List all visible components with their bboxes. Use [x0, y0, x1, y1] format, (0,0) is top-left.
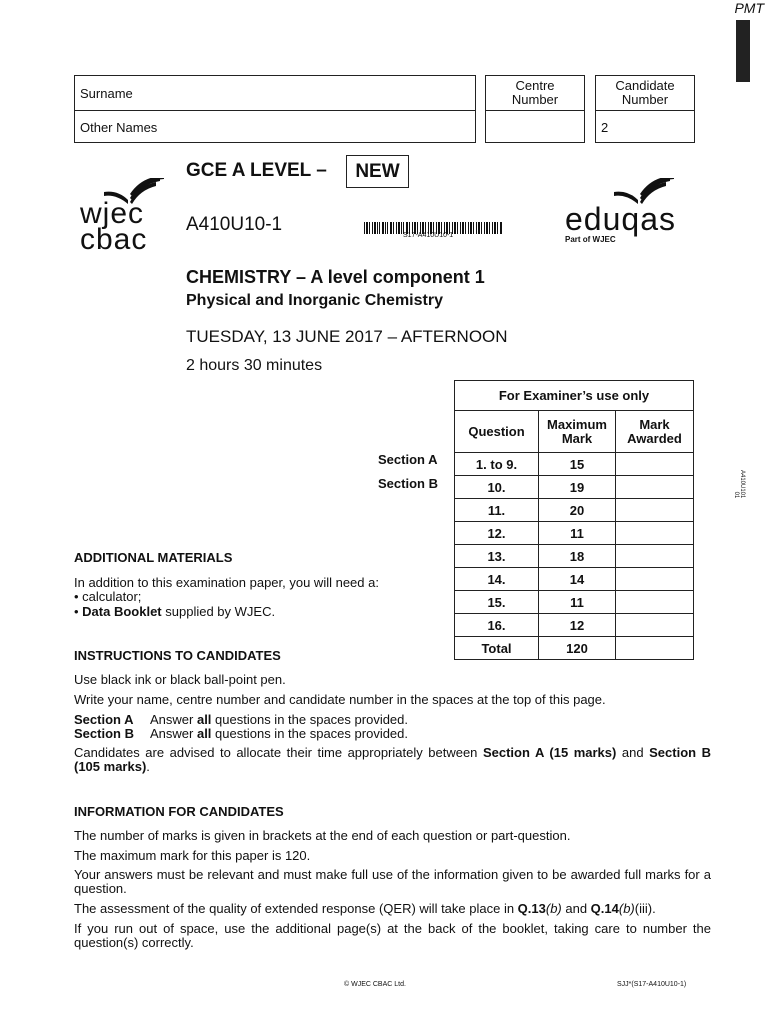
max-mark-cell: 11: [539, 591, 616, 614]
exam-duration: 2 hours 30 minutes: [186, 357, 323, 374]
level-title: GCE A LEVEL –: [186, 160, 327, 181]
centre-number-header: [485, 75, 585, 111]
mark-awarded-cell[interactable]: [616, 476, 694, 499]
question-cell: 14.: [455, 568, 539, 591]
cbac-text: cbac: [80, 223, 148, 256]
max-mark-cell: 18: [539, 545, 616, 568]
information-line: The number of marks is given in brackets at the end of each question or part-question.: [74, 828, 571, 843]
instructions-heading: INSTRUCTIONS TO CANDIDATES: [74, 648, 281, 663]
other-names-field[interactable]: [74, 110, 476, 143]
question-cell: 15.: [455, 591, 539, 614]
section-b-label: Section B: [378, 476, 438, 491]
barcode-text: S17-A410U10-1: [403, 232, 454, 239]
centre-number-label-line2: Number: [511, 92, 559, 107]
subject-title: CHEMISTRY – A level component 1: [186, 267, 485, 287]
question-cell: 12.: [455, 522, 539, 545]
total-max-cell: 120: [539, 637, 616, 660]
max-mark-cell: 14: [539, 568, 616, 591]
footer-ref: SJJ*(S17-A410U10-1): [617, 981, 687, 988]
header-maximum-mark: Maximum Mark: [539, 411, 616, 453]
question-cell: 11.: [455, 499, 539, 522]
time-advice: Candidates are advised to allocate their time appropriately between Section A (15 marks) and Section B (105 marks).: [74, 745, 711, 774]
list-item-bold: Data Booklet: [82, 604, 162, 619]
paper-title: Physical and Inorganic Chemistry: [186, 292, 443, 309]
table-row: [455, 476, 694, 499]
exam-date: TUESDAY, 13 JUNE 2017 – AFTERNOON: [186, 327, 508, 346]
footer-copyright: © WJEC CBAC Ltd.: [344, 981, 406, 988]
examiner-table-title: For Examiner’s use only: [455, 381, 694, 411]
question-cell: 13.: [455, 545, 539, 568]
wjec-cbac-logo: [80, 178, 160, 258]
list-item: • calculator;: [74, 589, 142, 604]
candidate-number-value: 2: [601, 120, 609, 135]
information-line: Your answers must be relevant and must make full use of the information given to be awarded full marks for a question.: [74, 867, 711, 896]
max-mark-cell: 20: [539, 499, 616, 522]
wjec-text: wjec: [80, 197, 145, 230]
side-code-line1: A410U101: [739, 470, 745, 499]
mark-awarded-cell[interactable]: [616, 499, 694, 522]
max-mark-cell: 11: [539, 522, 616, 545]
side-code-line2: 01: [733, 491, 739, 499]
other-names-label: Other Names: [80, 120, 158, 135]
new-badge: [346, 155, 409, 188]
information-heading: INFORMATION FOR CANDIDATES: [74, 804, 284, 819]
eduqas-text: eduqas: [565, 201, 676, 237]
question-cell: 1. to 9.: [455, 453, 539, 476]
list-item-text: calculator;: [82, 589, 142, 604]
candidate-number-header: [595, 75, 695, 111]
eduqas-subtext: Part of WJEC: [565, 235, 616, 244]
additional-materials-heading: ADDITIONAL MATERIALS: [74, 550, 233, 565]
mark-awarded-cell[interactable]: [616, 453, 694, 476]
max-mark-cell: 12: [539, 614, 616, 637]
max-mark-cell: 15: [539, 453, 616, 476]
max-mark-cell: 19: [539, 476, 616, 499]
candidate-number-field[interactable]: [595, 110, 695, 143]
header-question: Question: [455, 411, 539, 453]
centre-number-label-line1: Centre: [515, 78, 555, 93]
total-label-cell: Total: [455, 637, 539, 660]
question-cell: 10.: [455, 476, 539, 499]
centre-number-field[interactable]: [485, 110, 585, 143]
list-item: • Data Booklet supplied by WJEC.: [74, 604, 276, 619]
additional-materials-intro: In addition to this examination paper, you will need a:: [74, 575, 379, 590]
eduqas-logo: [565, 178, 695, 248]
table-row: [455, 453, 694, 476]
surname-label: Surname: [80, 86, 133, 101]
information-line: The maximum mark for this paper is 120.: [74, 848, 311, 863]
instruction-section-b: Section B Answer all questions in the spaces provided.: [74, 726, 409, 741]
candidate-number-label-line2: Number: [621, 92, 669, 107]
list-item-text: supplied by WJEC.: [161, 604, 276, 619]
information-line: If you run out of space, use the additional page(s) at the back of the booklet, taking care to number the question(s) correctly.: [74, 921, 711, 950]
question-cell: 16.: [455, 614, 539, 637]
instruction-line: Use black ink or black ball-point pen.: [74, 672, 286, 687]
pmt-label: PMT: [734, 0, 764, 16]
table-row: [455, 522, 694, 545]
qer-line: The assessment of the quality of extended response (QER) will take place in Q.13(b) and Q.14(b)(iii).: [74, 901, 656, 916]
header-mark-awarded: Mark Awarded: [616, 411, 694, 453]
side-code: [733, 470, 753, 510]
candidate-number-label-line1: Candidate: [615, 78, 675, 93]
section-a-label: Section A: [378, 452, 438, 467]
surname-field[interactable]: [74, 75, 476, 111]
table-row: [455, 499, 694, 522]
mark-awarded-cell[interactable]: [616, 522, 694, 545]
paper-code: A410U10-1: [186, 214, 283, 235]
new-badge-text: NEW: [355, 161, 400, 182]
instruction-section-a: Section A Answer all questions in the spaces provided.: [74, 712, 409, 727]
pmt-bar: [736, 20, 750, 82]
instruction-line: Write your name, centre number and candidate number in the spaces at the top of this page.: [74, 692, 606, 707]
